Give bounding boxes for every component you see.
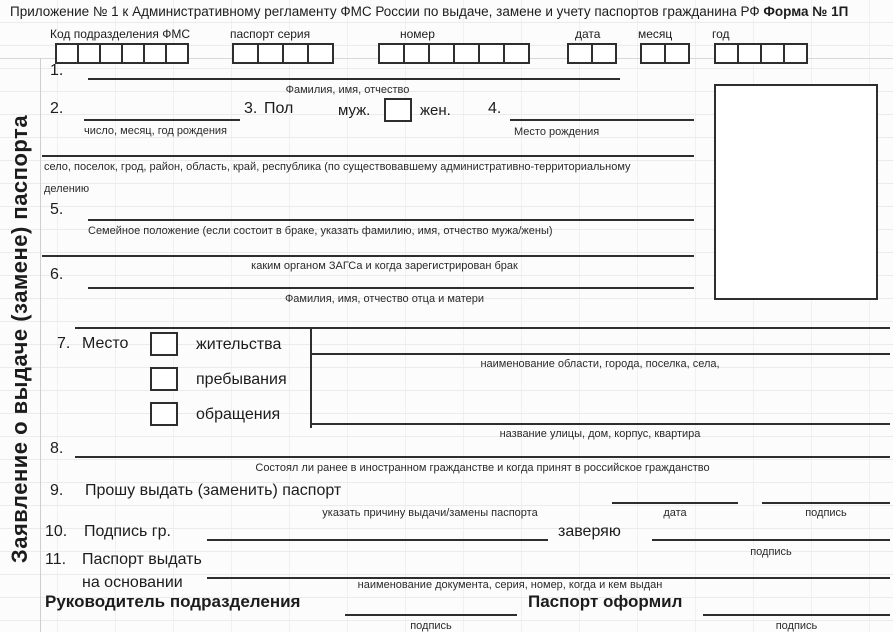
item8-number: 8.: [50, 440, 64, 457]
item6-number: 6.: [50, 266, 64, 283]
digit-cell[interactable]: [453, 43, 480, 64]
birthplace-caption: Место рождения: [514, 126, 600, 138]
digit-cell[interactable]: [378, 43, 405, 64]
passport-issued-by-label: Паспорт оформил: [528, 592, 683, 611]
form-number: Форма № 1П: [763, 4, 849, 19]
day-cells: [567, 43, 617, 64]
fullname-caption: Фамилия, имя, отчество: [285, 84, 410, 96]
sex-label: Пол: [264, 100, 294, 117]
month-cells: [640, 43, 690, 64]
digit-cell[interactable]: [503, 43, 530, 64]
residence-column-divider: [310, 329, 312, 428]
digit-cell[interactable]: [760, 43, 785, 64]
sex-female-label: жен.: [420, 102, 451, 119]
day-label: дата: [575, 27, 601, 41]
residence-label: Место: [82, 335, 129, 352]
certify-signature-input-line[interactable]: [652, 539, 890, 541]
digit-cell[interactable]: [165, 43, 189, 64]
request-signature-caption: подпись: [805, 507, 847, 519]
digit-cell[interactable]: [737, 43, 762, 64]
digit-cell[interactable]: [567, 43, 593, 64]
zags-input-line[interactable]: [42, 255, 694, 257]
item3-number: 3.: [244, 100, 258, 117]
sex-checkbox[interactable]: [384, 98, 412, 122]
request-date-caption: дата: [663, 507, 687, 519]
digit-cell[interactable]: [714, 43, 739, 64]
residence-home-label: жительства: [196, 336, 282, 353]
parents-continuation-line[interactable]: [75, 327, 890, 329]
residence-stay-checkbox[interactable]: [150, 367, 178, 391]
marital-status-caption: Семейное положение (если состоит в браке, указать фамилию, имя, отчество мужа/жены): [88, 225, 553, 237]
item5-number: 5.: [50, 201, 64, 218]
citizenship-input-line[interactable]: [75, 456, 890, 458]
issue-basis-caption: наименование документа, серия, номер, когда и кем выдан: [357, 579, 663, 591]
birthplace-input-line[interactable]: [510, 119, 694, 121]
item4-number: 4.: [488, 100, 502, 117]
number-cells: [378, 43, 530, 64]
fullname-input-line[interactable]: [88, 78, 620, 80]
year-label: год: [712, 27, 730, 41]
digit-cell[interactable]: [99, 43, 123, 64]
digit-cell[interactable]: [403, 43, 430, 64]
address-region-caption: наименование области, города, поселка, села,: [480, 358, 720, 370]
item1-number: 1.: [50, 62, 64, 79]
address-region-input-line[interactable]: [310, 353, 890, 355]
item2-number: 2.: [50, 100, 64, 117]
vertical-form-title: [0, 60, 40, 618]
department-head-label: Руководитель подразделения: [45, 592, 301, 611]
residence-apply-checkbox[interactable]: [150, 402, 178, 426]
form-header: [10, 4, 888, 19]
digit-cell[interactable]: [282, 43, 309, 64]
digit-cell[interactable]: [121, 43, 145, 64]
parents-caption: Фамилия, имя, отчество отца и матери: [284, 293, 485, 305]
digit-cell[interactable]: [55, 43, 79, 64]
fms-code-cells: [55, 43, 189, 64]
digit-cell[interactable]: [664, 43, 690, 64]
marital-status-input-line[interactable]: [88, 219, 694, 221]
digit-cell[interactable]: [591, 43, 617, 64]
birthplace-note-line2: делению: [44, 183, 90, 195]
digit-cell[interactable]: [428, 43, 455, 64]
birthdate-input-line[interactable]: [84, 119, 240, 121]
zags-caption: каким органом ЗАГСа и когда зарегистрирован брак: [251, 260, 518, 272]
birthdate-caption: число, месяц, год рождения: [84, 125, 227, 137]
left-column-divider: [40, 58, 41, 632]
citizen-signature-label: Подпись гр.: [84, 523, 171, 540]
parents-input-line[interactable]: [88, 287, 694, 289]
sex-male-label: муж.: [338, 102, 371, 119]
issue-basis-label-line1: Паспорт выдать: [82, 551, 202, 568]
passport-series-label: паспорт серия: [230, 27, 311, 41]
request-signature-input-line[interactable]: [762, 502, 890, 504]
digit-cell[interactable]: [307, 43, 334, 64]
residence-home-checkbox[interactable]: [150, 332, 178, 356]
item11-number: 11.: [45, 551, 67, 568]
item10-number: 10.: [45, 523, 68, 540]
request-label: Прошу выдать (заменить) паспорт: [85, 482, 342, 499]
month-label: месяц: [638, 27, 673, 41]
address-street-input-line[interactable]: [310, 423, 890, 425]
request-date-input-line[interactable]: [612, 502, 738, 504]
digit-cell[interactable]: [478, 43, 505, 64]
department-head-signature-caption: подпись: [410, 620, 452, 632]
issue-basis-label-line2: на основании: [82, 574, 183, 591]
year-cells: [714, 43, 808, 64]
citizenship-caption: Состоял ли ранее в иностранном гражданстве и когда принят в российское гражданство: [255, 462, 710, 474]
passport-number-label: номер: [400, 27, 435, 41]
vertical-title-text: Заявление о выдаче (замене) паспорта: [7, 114, 33, 564]
photo-box: [714, 84, 878, 300]
department-head-signature-line[interactable]: [345, 614, 517, 616]
request-reason-caption: указать причину выдачи/замены паспорта: [322, 507, 538, 519]
certify-label: заверяю: [558, 523, 621, 540]
header-title: Приложение № 1 к Административному регламенту ФМС России по выдаче, замене и учету паспортов гражданина РФ: [10, 4, 760, 19]
passport-issued-signature-line[interactable]: [703, 614, 890, 616]
digit-cell[interactable]: [640, 43, 666, 64]
address-street-caption: название улицы, дом, корпус, квартира: [499, 428, 701, 440]
fms-code-label: Код подразделения ФМС: [50, 27, 190, 41]
residence-stay-label: пребывания: [196, 371, 287, 388]
certify-signature-caption: подпись: [750, 546, 792, 558]
citizen-signature-input-line[interactable]: [207, 539, 548, 541]
birthplace-detail-input-line[interactable]: [42, 155, 694, 157]
item7-number: 7.: [57, 335, 71, 352]
passport-issued-signature-caption: подпись: [775, 620, 818, 632]
digit-cell[interactable]: [77, 43, 101, 64]
birthplace-note-line1: село, поселок, грод, район, область, край, республика (по существовавшему административно-территориальному: [44, 161, 631, 173]
residence-apply-label: обращения: [196, 406, 281, 423]
digit-cell[interactable]: [143, 43, 167, 64]
digit-cell[interactable]: [257, 43, 284, 64]
digit-cell[interactable]: [232, 43, 259, 64]
digit-cell[interactable]: [783, 43, 808, 64]
series-cells: [232, 43, 334, 64]
item9-number: 9.: [50, 482, 64, 499]
